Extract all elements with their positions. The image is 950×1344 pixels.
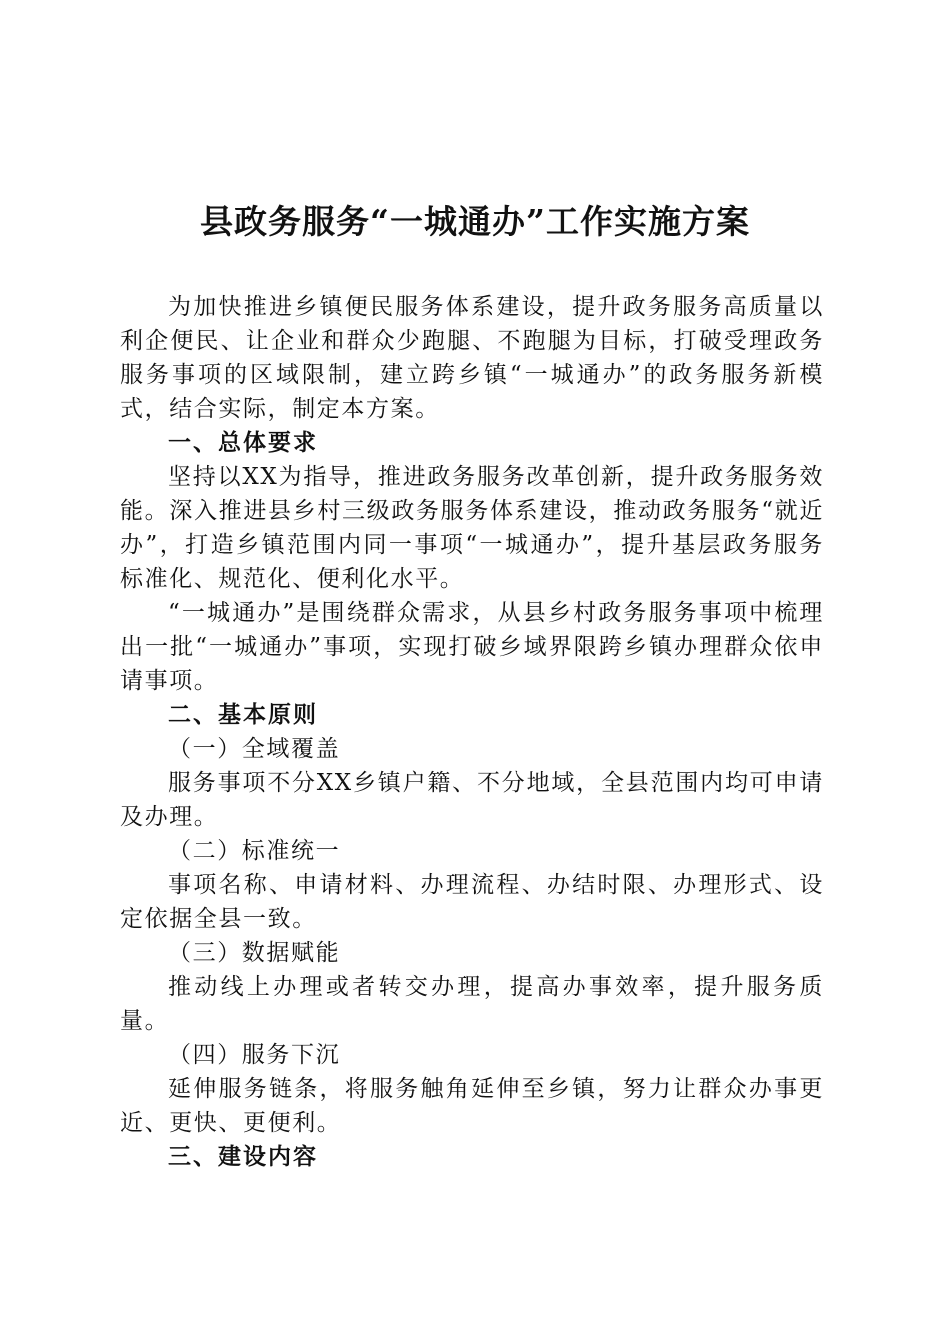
section-heading-1: 一、总体要求 [168,430,318,456]
section-heading-3: 三、建设内容 [168,1144,318,1170]
subsection-heading-3: （三）数据赋能 [168,940,341,966]
body-paragraph: 推动线上办理或者转交办理，提高办事效率，提升服务质量。 [120,974,824,1034]
body-paragraph: 服务事项不分XX乡镇户籍、不分地域，全县范围内均可申请及办理。 [120,770,824,830]
intro-paragraph: 为加快推进乡镇便民服务体系建设，提升政务服务高质量以利企便民、让企业和群众少跑腿、不跑腿为目标，打破受理政务服务事项的区域限制，建立跨乡镇“一城通办”的政务服务新模式，结合实际，制定本方案。 [120,294,824,422]
body-paragraph: “一城通办”是围绕群众需求，从县乡村政务服务事项中梳理出一批“一城通办”事项，实现打破乡域界限跨乡镇办理群众依申请事项。 [120,600,824,694]
document-title: 县政务服务“一城通办”工作实施方案 [200,202,750,241]
body-paragraph: 坚持以XX为指导，推进政务服务改革创新，提升政务服务效能。深入推进县乡村三级政务服务体系建设，推动政务服务“就近办”，打造乡镇范围内同一事项“一城通办”，提升基层政务服务标准化、规范化、便利化水平。 [120,464,824,592]
section-heading-2: 二、基本原则 [168,702,318,728]
subsection-heading-4: （四）服务下沉 [168,1042,341,1068]
document-body [120,290,824,1174]
subsection-heading-2: （二）标准统一 [168,838,341,864]
subsection-heading-1: （一）全域覆盖 [168,736,341,762]
body-paragraph: 事项名称、申请材料、办理流程、办结时限、办理形式、设定依据全县一致。 [120,872,824,932]
body-paragraph: 延伸服务链条，将服务触角延伸至乡镇，努力让群众办事更近、更快、更便利。 [120,1076,824,1136]
